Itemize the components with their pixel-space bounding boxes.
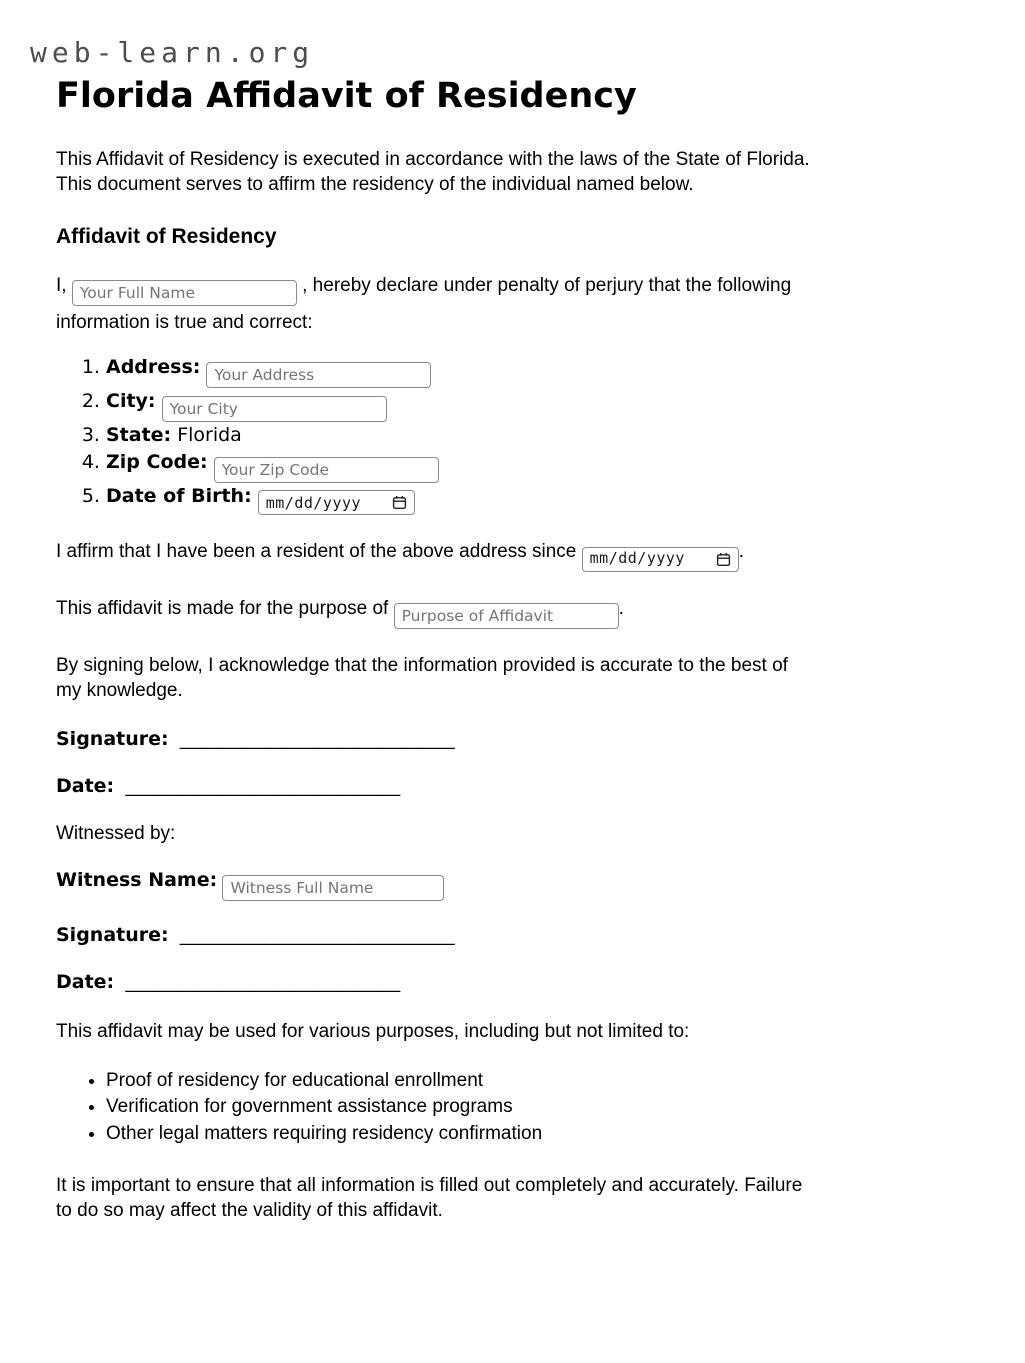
zip-label: Zip Code: xyxy=(106,450,208,473)
declaration-paragraph xyxy=(56,273,962,335)
affirm-paragraph xyxy=(56,539,962,571)
witness-signature-line: __________________________ xyxy=(179,925,455,947)
state-item xyxy=(106,423,962,449)
witness-date-row xyxy=(56,970,962,995)
witness-date-line: __________________________ xyxy=(125,972,401,994)
resident-since-date-input[interactable] xyxy=(582,547,739,572)
dob-item xyxy=(106,484,962,516)
intro-line-2: This document serves to affirm the residency of the individual named below. xyxy=(56,174,694,196)
city-label: City: xyxy=(106,389,156,412)
declaration-line-2: information is true and correct: xyxy=(56,311,313,333)
witnessed-by-text: Witnessed by: xyxy=(56,823,176,845)
date-line: __________________________ xyxy=(125,776,401,798)
residency-details-list xyxy=(56,355,962,516)
affirm-period: . xyxy=(738,541,744,563)
declaration-prefix: I, xyxy=(56,274,67,296)
acknowledge-paragraph xyxy=(56,653,962,703)
document-body xyxy=(56,75,962,1223)
signature-line: __________________________ xyxy=(179,729,455,751)
purposes-list xyxy=(56,1069,962,1147)
witness-signature-label: Signature: xyxy=(56,924,169,947)
witness-name-input[interactable] xyxy=(222,875,444,901)
witness-date-label: Date: xyxy=(56,971,115,994)
dob-date-value: mm/dd/yyyy xyxy=(265,493,362,512)
witness-name-row xyxy=(56,868,962,901)
page-title: Florida Affidavit of Residency xyxy=(56,76,637,116)
purpose-period: . xyxy=(618,597,624,619)
intro-line-1: This Affidavit of Residency is executed in accordance with the laws of the State of Florida. xyxy=(56,149,810,170)
signature-row xyxy=(56,727,962,752)
purpose-text: This affidavit is made for the purpose of xyxy=(56,597,389,619)
intro-paragraph xyxy=(56,147,962,197)
purposes-intro-paragraph: This affidavit may be used for various purposes, including but not limited to: xyxy=(56,1021,690,1043)
acknowledge-line-2: my knowledge. xyxy=(56,679,183,701)
signature-label: Signature: xyxy=(56,728,169,751)
city-item xyxy=(106,389,962,422)
witness-signature-row xyxy=(56,923,962,948)
city-input[interactable] xyxy=(162,396,387,422)
purpose-paragraph xyxy=(56,596,962,629)
date-row xyxy=(56,774,962,799)
purposes-list-item: • Other legal matters requiring residency confirmation xyxy=(106,1122,962,1147)
site-logo: web-learn.org xyxy=(30,36,315,69)
important-line-1: It is important to ensure that all information is filled out completely and accurately. Failure xyxy=(56,1174,803,1196)
purposes-list-item: • Verification for government assistance programs xyxy=(106,1095,962,1120)
address-label: Address: xyxy=(106,355,201,378)
address-item xyxy=(106,355,962,388)
affirm-text: I affirm that I have been a resident of the above address since xyxy=(56,541,577,563)
purpose-input[interactable] xyxy=(394,603,619,629)
dob-label: Date of Birth: xyxy=(106,484,252,507)
section-heading: Affidavit of Residency xyxy=(56,225,277,249)
zip-code-input[interactable] xyxy=(214,457,439,483)
important-paragraph xyxy=(56,1173,962,1223)
state-value: Florida xyxy=(177,423,242,446)
calendar-icon xyxy=(392,495,407,510)
declaration-suffix: , hereby declare under penalty of perjury that the following xyxy=(302,274,792,296)
acknowledge-line-1: By signing below, I acknowledge that the information provided is accurate to the best of xyxy=(56,654,788,676)
dob-date-input[interactable] xyxy=(258,490,415,515)
address-input[interactable] xyxy=(206,362,431,388)
purposes-list-item: • Proof of residency for educational enrollment xyxy=(106,1069,962,1094)
state-label: State: xyxy=(106,423,172,446)
important-line-2: to do so may affect the validity of this affidavit. xyxy=(56,1199,443,1221)
zip-item xyxy=(106,450,962,483)
full-name-input[interactable] xyxy=(72,280,297,306)
date-label: Date: xyxy=(56,775,115,798)
witness-name-label: Witness Name: xyxy=(56,869,218,892)
resident-since-date-value: mm/dd/yyyy xyxy=(589,549,685,568)
calendar-icon xyxy=(716,552,731,567)
